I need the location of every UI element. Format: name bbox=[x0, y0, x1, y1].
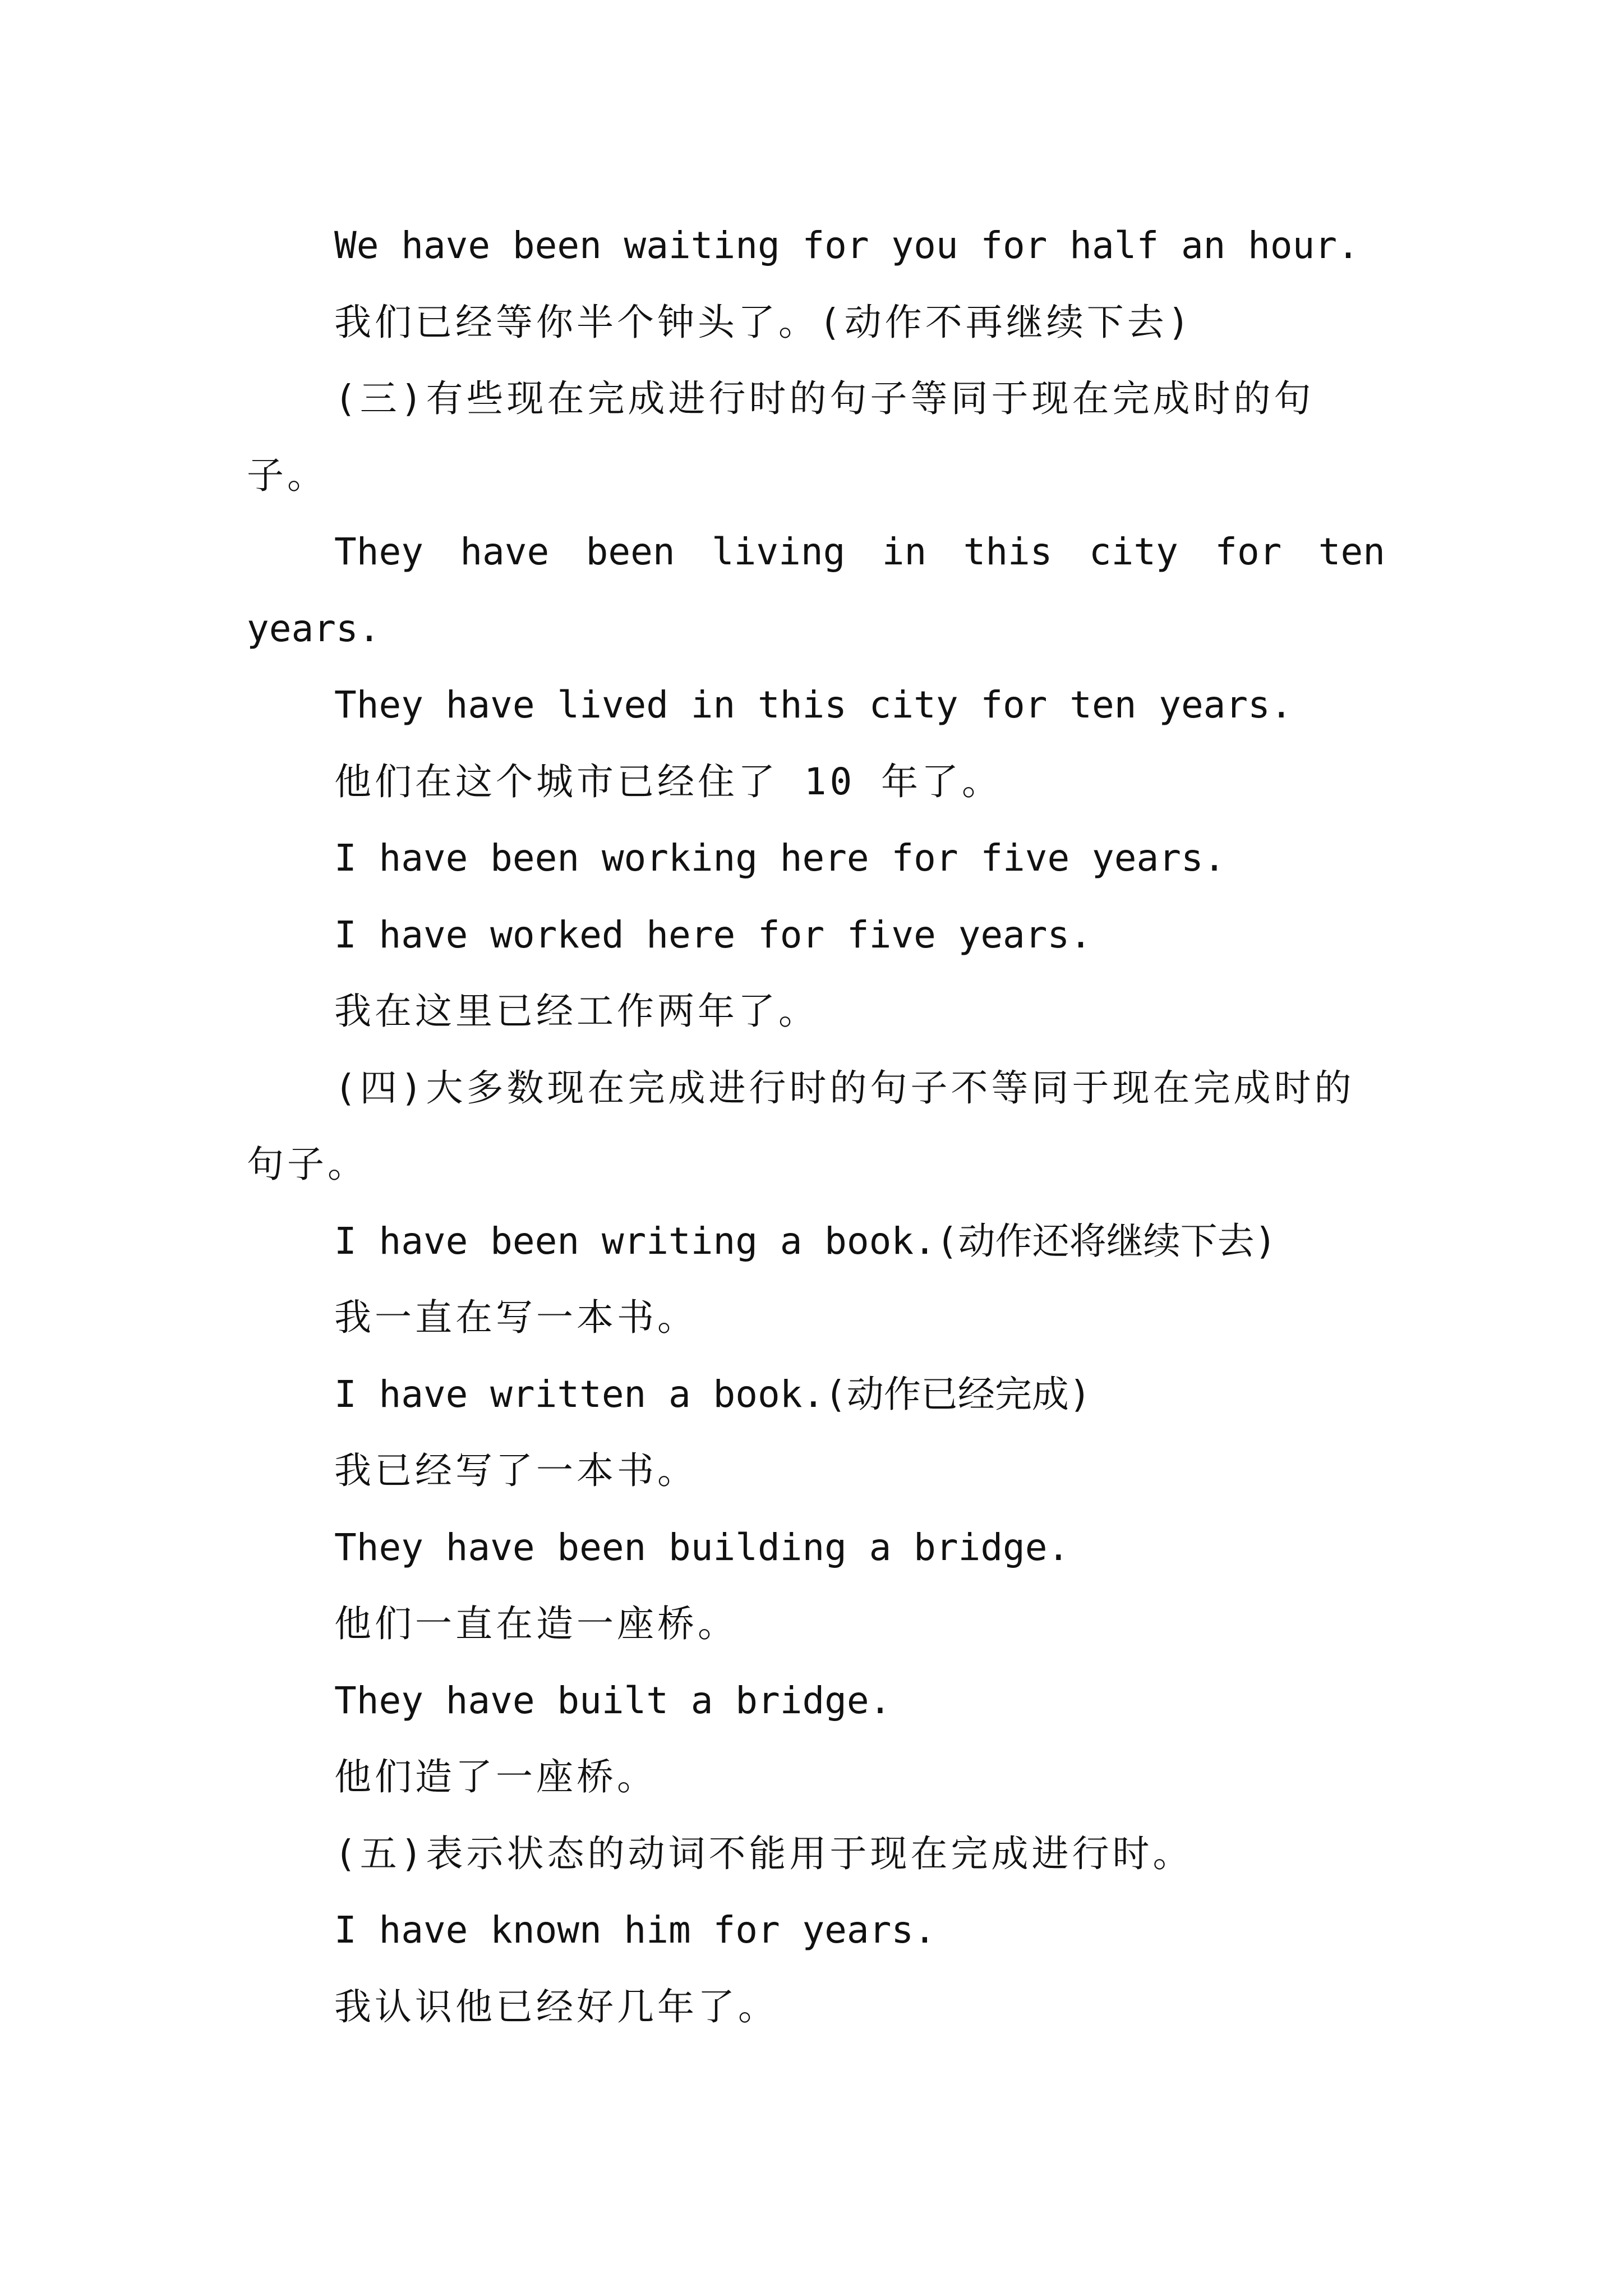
example-translation-zh: 我一直在写一本书。 bbox=[334, 1296, 698, 1339]
example-sentence-en: I have written a book.(动作已经完成) bbox=[334, 1372, 1091, 1416]
example-sentence-en: They have been living in this city for ten years. bbox=[247, 530, 1385, 650]
section-heading-3: (三)有些现在完成进行时的句子等同于现在完成时的句子。 bbox=[247, 377, 1315, 497]
example-sentence-en: I have been writing a book.(动作还将继续下去) bbox=[334, 1219, 1277, 1263]
example-sentence-en: We have been waiting for you for half an hour. bbox=[334, 224, 1359, 267]
example-sentence-en: They have built a bridge. bbox=[334, 1678, 892, 1722]
example-sentence-en: I have worked here for five years. bbox=[334, 913, 1092, 956]
document-body bbox=[247, 208, 1385, 2045]
example-translation-zh: 他们在这个城市已经住了 10 年了。 bbox=[334, 760, 1002, 803]
example-translation-zh: 他们造了一座桥。 bbox=[334, 1755, 657, 1798]
example-sentence-en: I have known him for years. bbox=[334, 1908, 936, 1952]
example-translation-zh: 我认识他已经好几年了。 bbox=[334, 1985, 778, 2028]
section-heading-5: (五)表示状态的动词不能用于现在完成进行时。 bbox=[334, 1832, 1193, 1875]
example-translation-zh: 我们已经等你半个钟头了。(动作不再继续下去) bbox=[334, 300, 1193, 344]
example-translation-zh: 我已经写了一本书。 bbox=[334, 1449, 698, 1492]
example-translation-zh: 我在这里已经工作两年了。 bbox=[334, 990, 819, 1033]
example-sentence-en: They have been building a bridge. bbox=[334, 1525, 1070, 1569]
example-translation-zh: 他们一直在造一座桥。 bbox=[334, 1602, 738, 1645]
example-sentence-en: I have been working here for five years. bbox=[334, 836, 1226, 880]
section-heading-4: (四)大多数现在完成进行时的句子不等同于现在完成时的句子。 bbox=[247, 1066, 1355, 1186]
example-sentence-en: They have lived in this city for ten years. bbox=[334, 683, 1293, 726]
